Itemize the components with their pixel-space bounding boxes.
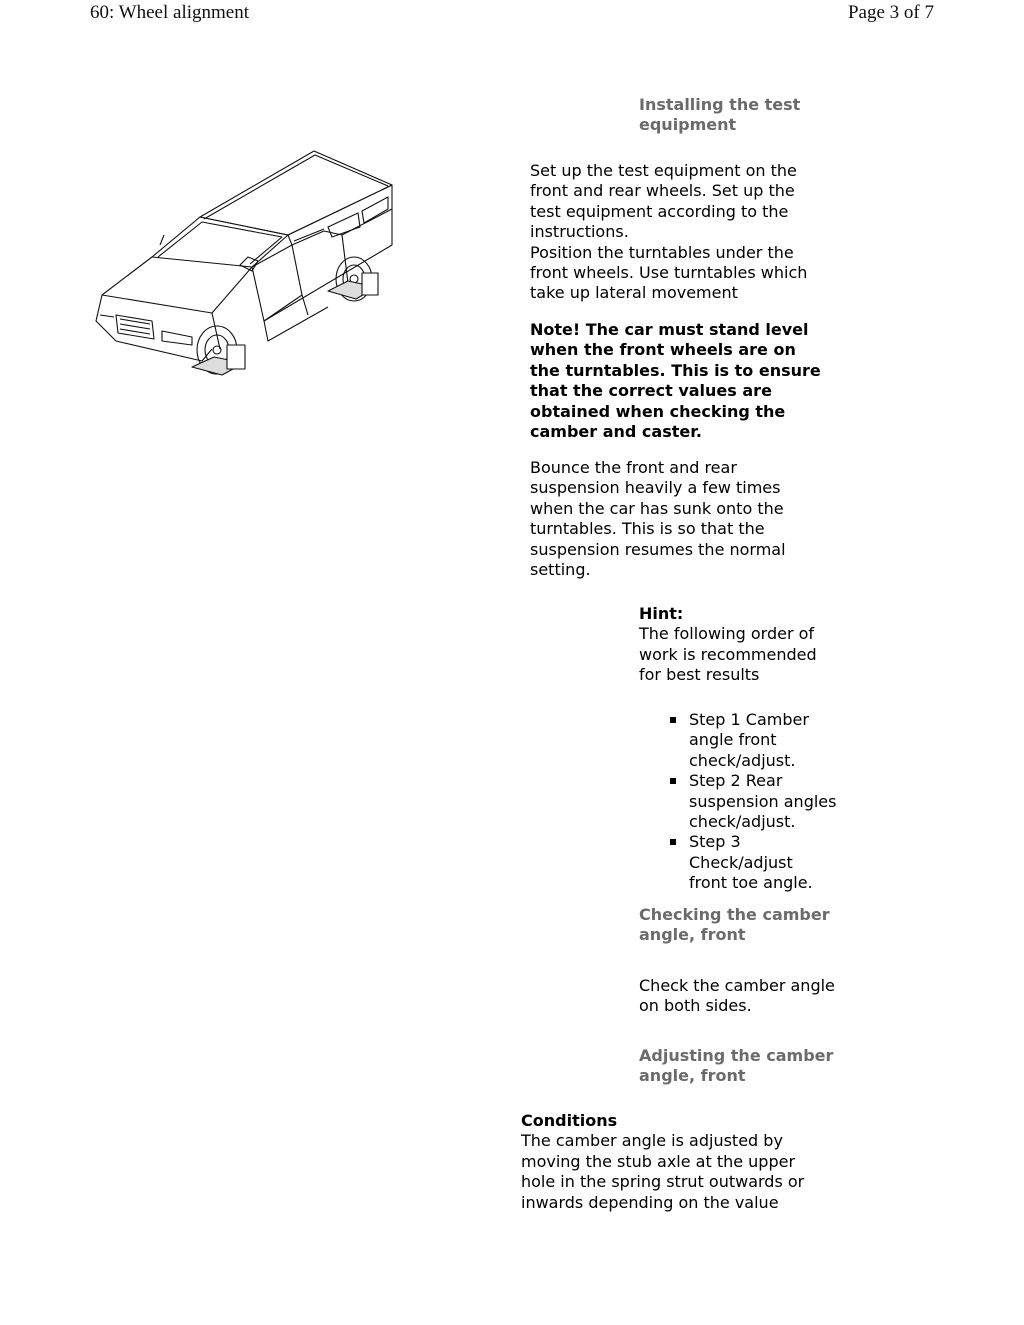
text-line: Step 1 Camber [689, 710, 809, 729]
text-line: suspension resumes the normal [530, 539, 786, 559]
header-title: 60: Wheel alignment [90, 2, 249, 23]
section-heading-checking [639, 905, 830, 946]
text-line: suspension angles [689, 791, 837, 811]
text-line: obtained when checking the [530, 401, 786, 421]
text-line: Position the turntables under the [530, 242, 794, 262]
text-line: suspension heavily a few times [530, 478, 781, 498]
conditions-label: Conditions [521, 1111, 618, 1130]
text-line: check/adjust. [689, 812, 796, 832]
text-line: test equipment according to the [530, 201, 789, 221]
heading-line: angle, front [639, 925, 746, 945]
text-line: setting. [530, 560, 591, 580]
bounce-paragraph [530, 458, 786, 580]
text-line: The camber angle is adjusted by [521, 1131, 783, 1151]
text-line: inwards depending on the value [521, 1192, 779, 1212]
list-item [689, 710, 836, 771]
text-line: when the front wheels are on [530, 340, 796, 360]
note-paragraph [530, 320, 821, 442]
check-paragraph [639, 976, 835, 1017]
text-line: Step 2 Rear [689, 771, 783, 791]
list-item [689, 832, 836, 893]
text-line: that the correct values are [530, 381, 772, 401]
text-line: when the car has sunk onto the [530, 498, 784, 518]
text-line: camber and caster. [530, 422, 702, 442]
setup-paragraph [530, 161, 807, 304]
text-line: take up lateral movement [530, 283, 738, 303]
text-line: front toe angle. [689, 873, 813, 893]
bullet-icon [670, 778, 676, 784]
text-line: Step 3 [689, 832, 741, 852]
text-line: on both sides. [639, 996, 752, 1016]
text-line: Check/adjust [689, 852, 793, 872]
heading-line: Adjusting the camber [639, 1046, 834, 1065]
bullet-icon [670, 839, 676, 845]
heading-line: equipment [639, 115, 737, 135]
section-heading-installing [639, 95, 800, 136]
text-line: Check the camber angle [639, 976, 835, 995]
text-line: check/adjust. [689, 750, 796, 770]
heading-line: Checking the camber [639, 905, 830, 924]
bullet-icon [670, 717, 676, 723]
conditions-block [521, 1111, 804, 1213]
text-line: moving the stub axle at the upper [521, 1151, 796, 1171]
text-line: the turntables. This is to ensure [530, 360, 821, 380]
steps-list [689, 710, 836, 894]
text-line: Set up the test equipment on the [530, 161, 797, 180]
text-line: front and rear wheels. Set up the [530, 181, 795, 201]
text-line: for best results [639, 665, 760, 685]
heading-line: Installing the test [639, 95, 801, 114]
heading-line: angle, front [639, 1066, 746, 1086]
text-line: Note! The car must stand level [530, 320, 809, 339]
text-line: work is recommended [639, 644, 817, 664]
text-line: angle front [689, 730, 777, 750]
text-line: instructions. [530, 222, 629, 242]
section-heading-adjusting [639, 1046, 833, 1087]
text-line: The following order of [639, 624, 815, 644]
car-on-turntables-illustration [92, 145, 422, 385]
text-line: Bounce the front and rear [530, 458, 737, 477]
hint-label: Hint: [639, 604, 684, 623]
text-line: hole in the spring strut outwards or [521, 1172, 805, 1192]
text-line: front wheels. Use turntables which [530, 263, 808, 283]
hint-block [639, 604, 817, 686]
list-item [689, 771, 836, 832]
text-line: turntables. This is so that the [530, 519, 765, 539]
page-number: Page 3 of 7 [847, 2, 934, 23]
